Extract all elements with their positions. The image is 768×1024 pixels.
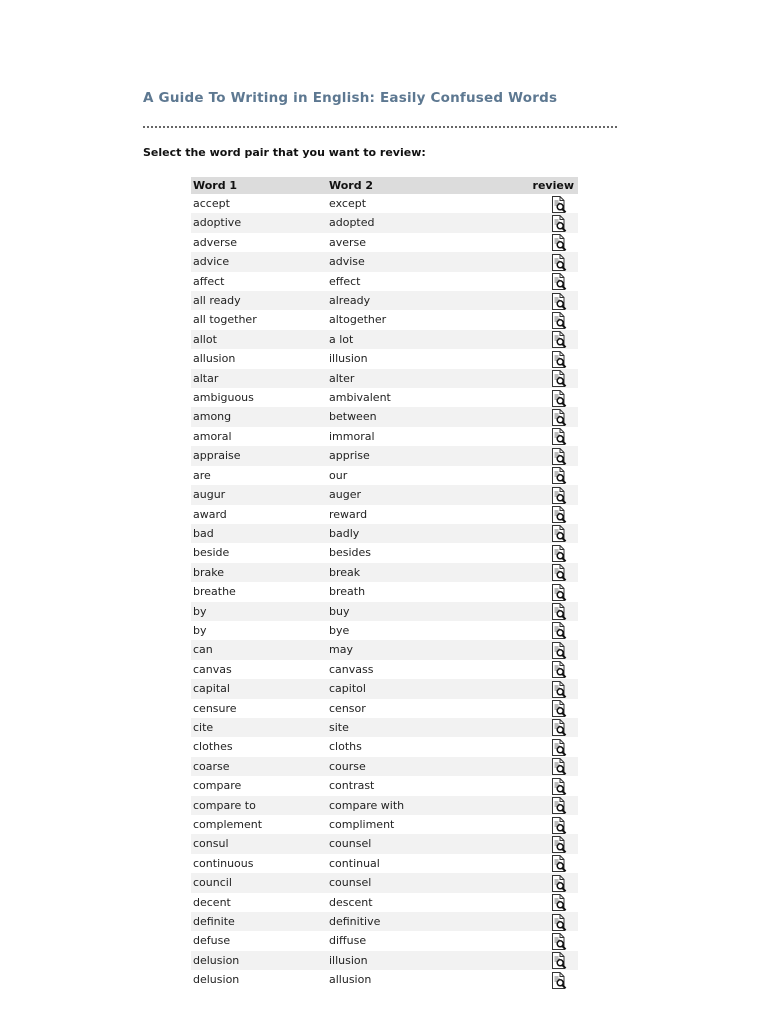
table-row (191, 272, 578, 291)
word-1-cell: beside (193, 546, 230, 560)
word-2-cell: except (329, 197, 367, 210)
document-magnifier-icon[interactable] (551, 370, 567, 387)
word-2-cell: illusion (329, 352, 368, 366)
review-cell (511, 505, 578, 524)
review-cell (511, 815, 578, 834)
review-cell (511, 524, 578, 543)
review-cell (511, 466, 578, 485)
table-row (191, 563, 578, 582)
table-row (191, 873, 578, 892)
table-row (191, 446, 578, 465)
table-row (191, 582, 578, 601)
word-2-cell: altogether (329, 313, 387, 327)
table-row (191, 912, 578, 931)
word-1-cell: award (193, 507, 227, 521)
review-cell (511, 873, 578, 892)
table-row (191, 815, 578, 834)
document-magnifier-icon[interactable] (551, 448, 567, 465)
document-magnifier-icon[interactable] (551, 312, 567, 329)
review-cell (511, 194, 578, 213)
word-2-cell: buy (329, 604, 350, 618)
document-magnifier-icon[interactable] (551, 797, 567, 814)
table-row (191, 291, 578, 310)
word-2-cell: illusion (329, 953, 368, 967)
review-cell (511, 679, 578, 698)
word-2-cell: besides (329, 546, 372, 560)
review-cell (511, 951, 578, 970)
word-2-cell: may (329, 643, 353, 657)
word-1-cell: compare to (193, 798, 256, 812)
word-2-cell: between (329, 410, 377, 424)
word-2-cell: continual (329, 856, 380, 870)
review-cell (511, 349, 578, 368)
document-magnifier-icon[interactable] (551, 487, 567, 504)
table-row (191, 252, 578, 271)
table-row (191, 485, 578, 504)
review-cell (511, 699, 578, 718)
document-magnifier-icon[interactable] (551, 952, 567, 969)
word-pair-table (191, 177, 578, 990)
review-cell (511, 621, 578, 640)
word-1-cell: compare (193, 779, 242, 793)
word-1-cell: capital (193, 682, 230, 696)
table-row (191, 718, 578, 737)
word-1-cell: censure (193, 701, 237, 715)
page-title: A Guide To Writing in English: Easily Confused Words (143, 90, 558, 106)
document-magnifier-icon[interactable] (551, 428, 567, 445)
review-cell (511, 407, 578, 426)
table-row (191, 737, 578, 756)
word-2-cell: apprise (329, 449, 370, 463)
table-row (191, 388, 578, 407)
table-row (191, 854, 578, 873)
review-cell (511, 640, 578, 659)
word-2-cell: reward (329, 507, 368, 521)
document-magnifier-icon[interactable] (551, 972, 567, 989)
word-2-cell: cloths (329, 740, 362, 754)
review-cell (511, 252, 578, 271)
word-2-cell: compare with (329, 798, 405, 812)
word-2-cell: site (329, 720, 349, 734)
document-magnifier-icon[interactable] (551, 661, 567, 678)
review-cell (511, 310, 578, 329)
word-1-cell: breathe (193, 585, 236, 599)
review-cell (511, 912, 578, 931)
review-cell (511, 272, 578, 291)
word-1-cell: allot (193, 332, 217, 346)
review-cell (511, 388, 578, 407)
document-magnifier-icon[interactable] (551, 700, 567, 717)
word-2-cell: adopted (329, 216, 375, 230)
word-2-cell: counsel (329, 837, 372, 851)
table-row (191, 834, 578, 853)
table-row (191, 369, 578, 388)
review-cell (511, 446, 578, 465)
word-2-cell: course (329, 759, 366, 773)
table-row (191, 524, 578, 543)
document-magnifier-icon[interactable] (551, 273, 567, 290)
table-row (191, 543, 578, 562)
review-cell (511, 427, 578, 446)
review-cell (511, 718, 578, 737)
word-2-cell: advise (329, 255, 365, 269)
review-cell (511, 834, 578, 853)
table-row (191, 660, 578, 679)
word-1-cell: brake (193, 565, 224, 579)
document-magnifier-icon[interactable] (551, 254, 567, 271)
document-magnifier-icon[interactable] (551, 739, 567, 756)
document-magnifier-icon[interactable] (551, 855, 567, 872)
review-cell (511, 602, 578, 621)
word-2-cell: alter (329, 371, 355, 385)
word-2-cell: immoral (329, 429, 375, 443)
document-magnifier-icon[interactable] (551, 545, 567, 562)
table-row (191, 679, 578, 698)
table-row (191, 757, 578, 776)
table-row (191, 505, 578, 524)
document-magnifier-icon[interactable] (551, 836, 567, 853)
review-cell (511, 931, 578, 950)
word-2-cell: auger (329, 488, 361, 502)
document-magnifier-icon[interactable] (551, 914, 567, 931)
table-row (191, 776, 578, 795)
review-cell (511, 330, 578, 349)
word-2-cell: effect (329, 274, 361, 288)
document-magnifier-icon[interactable] (551, 564, 567, 581)
document-magnifier-icon[interactable] (551, 817, 567, 834)
word-1-cell: altar (193, 371, 219, 385)
table-row (191, 931, 578, 950)
word-1-cell: ambiguous (193, 391, 254, 405)
word-2-cell: badly (329, 526, 360, 540)
word-1-cell: consul (193, 837, 229, 851)
word-1-cell: among (193, 410, 232, 424)
document-magnifier-icon[interactable] (551, 758, 567, 775)
table-row (191, 349, 578, 368)
table-row (191, 194, 578, 213)
document-magnifier-icon[interactable] (551, 622, 567, 639)
review-cell (511, 737, 578, 756)
table-body (191, 194, 578, 990)
word-1-cell: continuous (193, 856, 254, 870)
review-cell (511, 213, 578, 232)
table-row (191, 796, 578, 815)
review-cell (511, 776, 578, 795)
table-row (191, 893, 578, 912)
table-row (191, 466, 578, 485)
document-magnifier-icon[interactable] (551, 293, 567, 310)
word-1-cell: can (193, 643, 213, 657)
table-row (191, 427, 578, 446)
table-row (191, 213, 578, 232)
word-1-cell: allusion (193, 352, 236, 366)
document-magnifier-icon[interactable] (551, 875, 567, 892)
review-cell (511, 757, 578, 776)
word-1-cell: complement (193, 818, 263, 831)
word-1-cell: appraise (193, 449, 241, 463)
word-1-cell: adoptive (193, 216, 242, 230)
table-row (191, 699, 578, 718)
table-header-row (191, 177, 578, 194)
review-cell (511, 543, 578, 562)
table-row (191, 407, 578, 426)
word-2-cell: compliment (329, 818, 395, 831)
word-2-cell: censor (329, 701, 366, 715)
word-2-cell: already (329, 294, 371, 308)
document-magnifier-icon[interactable] (551, 642, 567, 659)
document-magnifier-icon[interactable] (551, 584, 567, 601)
document-magnifier-icon[interactable] (551, 331, 567, 348)
word-1-cell: council (193, 876, 232, 890)
document-magnifier-icon[interactable] (551, 681, 567, 698)
column-header-word-1: Word 1 (193, 179, 238, 192)
document-magnifier-icon[interactable] (551, 351, 567, 368)
table-row (191, 233, 578, 252)
word-1-cell: all together (193, 313, 257, 327)
word-1-cell: by (193, 623, 207, 637)
word-1-cell: augur (193, 488, 226, 502)
document-magnifier-icon[interactable] (551, 778, 567, 795)
word-1-cell: canvas (193, 662, 232, 676)
review-cell (511, 369, 578, 388)
review-cell (511, 854, 578, 873)
word-1-cell: definite (193, 915, 235, 929)
document-magnifier-icon[interactable] (551, 467, 567, 484)
column-header-word-2: Word 2 (329, 179, 374, 192)
word-1-cell: defuse (193, 934, 231, 948)
word-1-cell: amoral (193, 429, 232, 443)
word-2-cell: allusion (329, 973, 372, 987)
word-2-cell: descent (329, 895, 373, 909)
review-cell (511, 660, 578, 679)
word-2-cell: our (329, 468, 348, 482)
table-row (191, 951, 578, 970)
document-magnifier-icon[interactable] (551, 719, 567, 736)
document-magnifier-icon[interactable] (551, 506, 567, 523)
word-1-cell: clothes (193, 740, 233, 754)
document-magnifier-icon[interactable] (551, 603, 567, 620)
review-cell (511, 893, 578, 912)
word-2-cell: contrast (329, 779, 375, 793)
review-cell (511, 291, 578, 310)
word-1-cell: coarse (193, 759, 230, 773)
column-header-review: review (532, 179, 574, 192)
word-2-cell: ambivalent (329, 391, 391, 405)
word-1-cell: bad (193, 526, 214, 540)
word-1-cell: by (193, 604, 207, 618)
word-1-cell: delusion (193, 953, 240, 967)
word-2-cell: bye (329, 623, 350, 637)
review-cell (511, 563, 578, 582)
word-2-cell: canvass (329, 662, 374, 676)
review-cell (511, 582, 578, 601)
document-magnifier-icon[interactable] (551, 894, 567, 911)
document-magnifier-icon[interactable] (551, 933, 567, 950)
word-2-cell: diffuse (329, 934, 367, 948)
word-1-cell: cite (193, 720, 214, 734)
table-row (191, 621, 578, 640)
table-row (191, 602, 578, 621)
table-row (191, 970, 578, 989)
document-magnifier-icon[interactable] (551, 409, 567, 426)
word-1-cell: are (193, 468, 211, 482)
table-row (191, 330, 578, 349)
word-2-cell: a lot (329, 332, 354, 346)
review-cell (511, 485, 578, 504)
review-cell (511, 796, 578, 815)
word-1-cell: affect (193, 274, 225, 288)
word-1-cell: advice (193, 255, 230, 269)
word-2-cell: averse (329, 235, 367, 249)
table-row (191, 640, 578, 659)
word-1-cell: accept (193, 197, 230, 210)
dotted-divider (143, 126, 617, 128)
word-2-cell: definitive (329, 915, 381, 929)
word-1-cell: adverse (193, 235, 238, 249)
document-magnifier-icon[interactable] (551, 390, 567, 407)
word-2-cell: breath (329, 585, 366, 599)
word-1-cell: delusion (193, 973, 240, 987)
word-2-cell: break (329, 565, 361, 579)
word-2-cell: counsel (329, 876, 372, 890)
review-cell (511, 970, 578, 989)
instruction-text: Select the word pair that you want to review: (143, 146, 426, 159)
document-magnifier-icon[interactable] (551, 525, 567, 542)
table-row (191, 310, 578, 329)
review-cell (511, 233, 578, 252)
document-magnifier-icon[interactable] (551, 234, 567, 251)
word-1-cell: all ready (193, 294, 241, 308)
document-magnifier-icon[interactable] (551, 196, 567, 213)
word-2-cell: capitol (329, 682, 366, 696)
document-magnifier-icon[interactable] (551, 215, 567, 232)
word-1-cell: decent (193, 895, 231, 909)
